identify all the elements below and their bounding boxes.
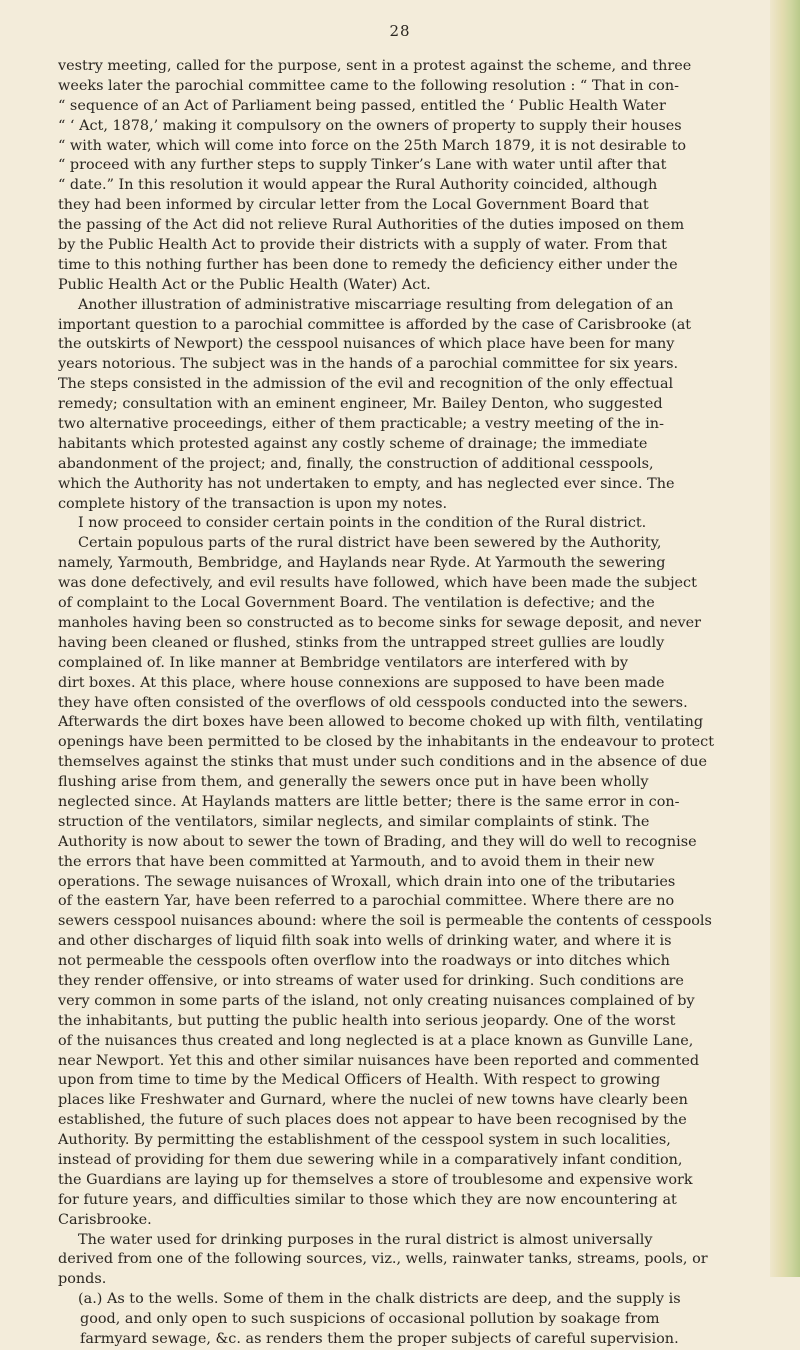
text-line: which the Authority has not undertaken to empty, and has neglected ever since. The — [58, 475, 675, 492]
text-line: sewers cesspool nuisances abound: where the soil is permeable the contents of cesspools — [58, 913, 712, 930]
text-line: years notorious. The subject was in the hands of a parochial committee for six years. — [58, 356, 679, 373]
text-line: Carisbrooke. — [58, 1211, 152, 1228]
text-line: time to this nothing further has been done to remedy the deficiency either under the — [58, 256, 678, 273]
text-line: two alternative proceedings, either of them practicable; a vestry meeting of the in- — [58, 416, 664, 433]
text-line: struction of the ventilators, similar neglects, and similar complaints of stink. The — [58, 813, 650, 830]
text-line: flushing arise from them, and generally the sewers once put in have been wholly — [58, 774, 649, 791]
text-line: the outskirts of Newport) the cesspool nuisances of which place have been for many — [58, 336, 675, 353]
text-line: and other discharges of liquid filth soak into wells of drinking water, and where it is — [58, 933, 672, 950]
text-line: places like Freshwater and Gurnard, where the nuclei of new towns have clearly been — [58, 1092, 688, 1109]
text-line: The steps consisted in the admission of the evil and recognition of the only effectual — [58, 376, 674, 393]
text-line: manholes having been so constructed as to become sinks for sewage deposit, and never — [58, 614, 701, 631]
text-line: Certain populous parts of the rural district have been sewered by the Authority, — [78, 535, 662, 552]
text-line: operations. The sewage nuisances of Wroxall, which drain into one of the tributaries — [58, 873, 676, 890]
text-line: I now proceed to consider certain points in the condition of the Rural district. — [78, 515, 647, 532]
text-line: Public Health Act or the Public Health (Water) Act. — [58, 276, 431, 293]
text-line: remedy; consultation with an eminent engineer, Mr. Bailey Denton, who suggested — [58, 396, 663, 413]
text-line: not permeable the cesspools often overflow into the roadways or into ditches which — [58, 953, 670, 970]
text-line: (a.) As to the wells. Some of them in the chalk districts are deep, and the supply is — [78, 1291, 681, 1308]
text-line: Another illustration of administrative miscarriage resulting from delegation of an — [78, 296, 674, 313]
text-line: “ ‘ Act, 1878,’ making it compulsory on the owners of property to supply their houses — [58, 117, 682, 134]
text-line: instead of providing for them due sewering while in a comparatively infant condition, — [58, 1151, 683, 1168]
text-line: Authority is now about to sewer the town of Brading, and they will do well to recognise — [58, 833, 697, 850]
text-line: The water used for drinking purposes in the rural district is almost universally — [78, 1231, 653, 1248]
text-line: near Newport. Yet this and other similar nuisances have been reported and commented — [58, 1052, 700, 1069]
text-line: they had been informed by circular letter from the Local Government Board that — [58, 197, 649, 214]
text-line: namely, Yarmouth, Bembridge, and Haylands near Ryde. At Yarmouth the sewering — [58, 555, 666, 572]
text-line: vestry meeting, called for the purpose, sent in a protest against the scheme, and three — [58, 58, 692, 74]
text-line: the inhabitants, but putting the public health into serious jeopardy. One of the worst — [58, 1012, 676, 1029]
text-line: “ date.” In this resolution it would appear the Rural Authority coincided, although — [58, 177, 658, 194]
text-line: dirt boxes. At this place, where house connexions are supposed to have been made — [58, 674, 665, 691]
text-line: good, and only open to such suspicions of occasional pollution by soakage from — [80, 1311, 660, 1328]
text-line: by the Public Health Act to provide their districts with a supply of water. From that — [58, 237, 667, 254]
text-line: they have often consisted of the overflows of old cesspools conducted into the sewers. — [58, 694, 688, 711]
page-body — [58, 57, 766, 1350]
text-line: neglected since. At Haylands matters are little better; there is the same error in con- — [58, 793, 680, 810]
text-line: farmyard sewage, &c. as renders them the proper subjects of careful supervision. — [80, 1331, 679, 1347]
text-line: themselves against the stinks that must under such conditions and in the absence of due — [58, 754, 708, 771]
text-line: Afterwards the dirt boxes have been allowed to become choked up with filth, ventilating — [58, 714, 704, 731]
text-line: “ proceed with any further steps to supply Tinker’s Lane with water until after that — [58, 157, 667, 174]
text-line: upon from time to time by the Medical Officers of Health. With respect to growing — [58, 1072, 661, 1089]
text-line: derived from one of the following sources, viz., wells, rainwater tanks, streams, pools, or — [58, 1251, 708, 1268]
text-line: “ sequence of an Act of Parliament being passed, entitled the ‘ Public Health Water — [58, 97, 666, 114]
text-line: established, the future of such places does not appear to have been recognised by the — [58, 1112, 687, 1129]
text-line: complained of. In like manner at Bembridge ventilators are interfered with by — [58, 654, 628, 671]
text-line: the errors that have been committed at Yarmouth, and to avoid them in their new — [58, 853, 655, 870]
text-line: abandonment of the project; and, finally, the construction of additional cesspools, — [58, 455, 654, 472]
text-line: ponds. — [58, 1271, 107, 1288]
text-line: for future years, and difficulties similar to those which they are now encountering at — [58, 1191, 677, 1208]
text-line: Authority. By permitting the establishment of the cesspool system in such localities, — [58, 1132, 671, 1149]
text-line: they render offensive, or into streams of water used for drinking. Such conditions are — [58, 972, 684, 989]
text-line: important question to a parochial committee is afforded by the case of Carisbrooke (at — [58, 316, 692, 333]
page-edge-shadow — [770, 0, 800, 1277]
text-line: was done defectively, and evil results have followed, which have been made the subject — [58, 575, 697, 592]
text-line: complete history of the transaction is upon my notes. — [58, 495, 448, 512]
text-line: very common in some parts of the island, not only creating nuisances complained of by — [58, 992, 695, 1009]
text-line: habitants which protested against any costly scheme of drainage; the immediate — [58, 435, 648, 452]
text-line: the Guardians are laying up for themselves a store of troublesome and expensive work — [58, 1171, 693, 1188]
text-line: weeks later the parochial committee came to the following resolution : “ That in con- — [58, 77, 679, 94]
text-line: openings have been permitted to be closed by the inhabitants in the endeavour to protect — [58, 734, 714, 751]
text-line: of complaint to the Local Government Board. The ventilation is defective; and the — [58, 595, 655, 612]
text-line: “ with water, which will come into force on the 25th March 1879, it is not desirable to — [58, 137, 687, 154]
text-line: having been cleaned or flushed, stinks from the untrapped street gullies are loudly — [58, 634, 665, 651]
text-line: the passing of the Act did not relieve Rural Authorities of the duties imposed on them — [58, 217, 685, 234]
text-line: of the eastern Yar, have been referred to a parochial committee. Where there are no — [58, 893, 675, 910]
text-line: of the nuisances thus created and long neglected is at a place known as Gunville Lane, — [58, 1032, 694, 1049]
page-number: 28 — [389, 22, 411, 40]
